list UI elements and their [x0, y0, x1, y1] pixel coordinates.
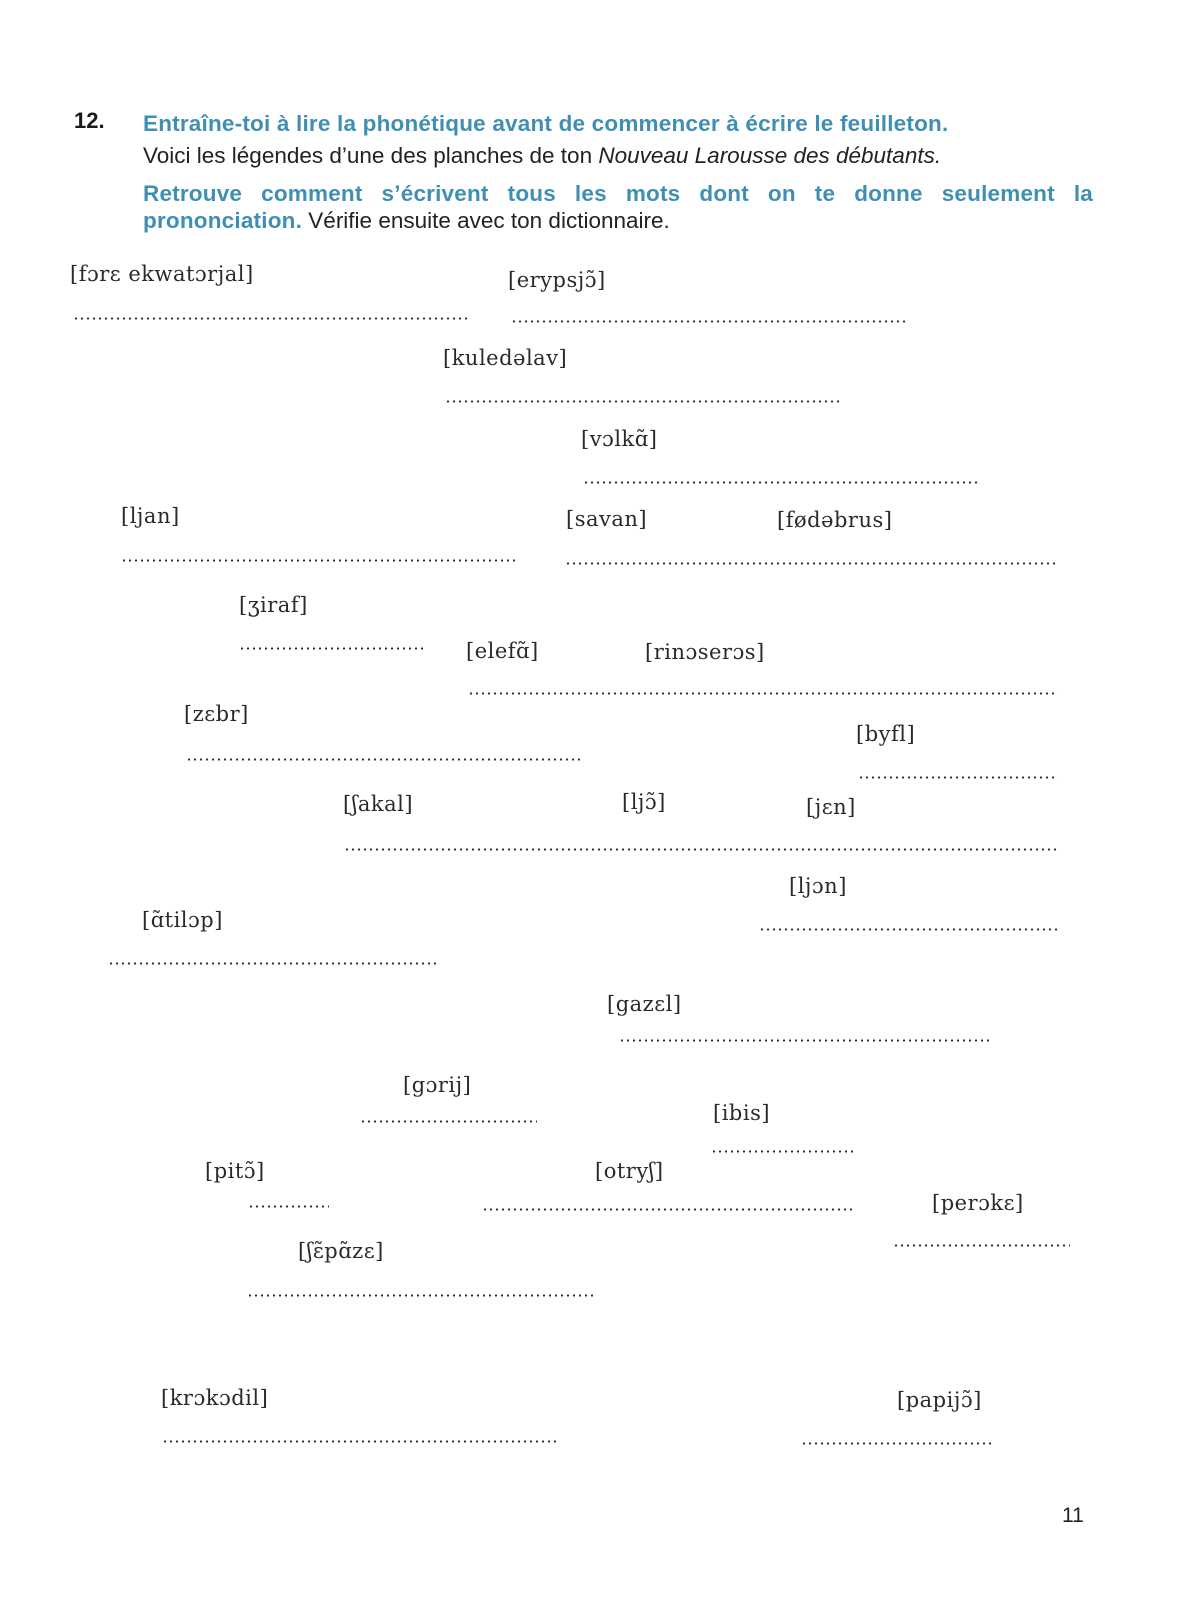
instruction-check: Vérifie ensuite avec ton dictionnaire. — [302, 208, 670, 233]
answer-line[interactable] — [801, 1442, 994, 1445]
phonetic-word: [zɛbr] — [184, 702, 249, 726]
phonetic-word: [papijɔ̃] — [897, 1388, 982, 1412]
phonetic-word: [elefɑ̃] — [466, 639, 539, 663]
answer-line[interactable] — [482, 1208, 856, 1211]
answer-line[interactable] — [108, 962, 440, 965]
phonetic-word: [ʃɛ̃pɑ̃zɛ] — [298, 1239, 384, 1263]
phonetic-word: [erypsjɔ̃] — [508, 268, 606, 292]
instruction-text-suffix: . — [934, 143, 942, 168]
phonetic-word: [gazɛl] — [607, 992, 682, 1016]
phonetic-word: [fɔrɛ ekwatɔrjal] — [70, 262, 254, 286]
phonetic-word: [rinɔserɔs] — [645, 640, 765, 664]
instruction-task: Retrouve comment s’écrivent tous les mots dont on te donne seulement la prononciation. — [143, 181, 1093, 233]
phonetic-word: [pitɔ̃] — [205, 1159, 265, 1183]
answer-line[interactable] — [162, 1440, 560, 1443]
answer-line[interactable] — [247, 1294, 595, 1297]
instruction-line-3 — [143, 180, 1093, 234]
phonetic-word: [ʒiraf] — [239, 593, 308, 617]
dictionary-title: Nouveau Larousse des débutants — [598, 143, 935, 168]
answer-line[interactable] — [893, 1244, 1070, 1247]
phonetic-word: [fødəbrus] — [777, 508, 893, 532]
phonetic-word: [jɛn] — [806, 795, 856, 819]
instruction-line-1 — [143, 109, 1093, 139]
answer-line[interactable] — [468, 692, 1058, 695]
answer-line[interactable] — [73, 317, 469, 320]
answer-line[interactable] — [344, 848, 1058, 851]
answer-line[interactable] — [248, 1205, 329, 1208]
phonetic-word: [gɔrij] — [403, 1073, 472, 1097]
phonetic-word: [savan] — [566, 507, 648, 531]
instruction-line-2 — [143, 141, 1093, 171]
phonetic-word: [byfl] — [856, 722, 916, 746]
answer-line[interactable] — [121, 559, 518, 562]
phonetic-word: [ɑ̃tilɔp] — [142, 908, 223, 932]
answer-line[interactable] — [239, 647, 423, 650]
answer-line[interactable] — [445, 400, 841, 403]
phonetic-word: [vɔlkɑ̃] — [581, 427, 658, 451]
answer-line[interactable] — [759, 928, 1058, 931]
phonetic-word: [otryʃ] — [595, 1159, 664, 1183]
phonetic-word: [krɔkɔdil] — [161, 1386, 269, 1410]
answer-line[interactable] — [583, 481, 979, 484]
phonetic-word: [ljan] — [121, 504, 180, 528]
exercise-number: 12. — [74, 108, 105, 133]
answer-line[interactable] — [565, 562, 1058, 565]
answer-line[interactable] — [360, 1120, 537, 1123]
phonetic-word: [ʃakal] — [343, 792, 414, 816]
page-number: 11 — [1062, 1504, 1084, 1527]
answer-line[interactable] — [858, 776, 1058, 779]
answer-line[interactable] — [511, 320, 907, 323]
answer-line[interactable] — [619, 1039, 990, 1042]
instruction-text-prefix: Voici les légendes d’une des planches de ton — [143, 143, 599, 168]
phonetic-word: [kuledəlav] — [443, 346, 568, 370]
instruction-title: Entraîne-toi à lire la phonétique avant de commencer à écrire le feuilleton. — [143, 111, 949, 136]
phonetic-word: [ibis] — [713, 1101, 771, 1125]
answer-line[interactable] — [186, 758, 581, 761]
phonetic-word: [ljɔn] — [789, 874, 847, 898]
answer-line[interactable] — [711, 1150, 856, 1153]
phonetic-word: [perɔkɛ] — [932, 1191, 1024, 1215]
phonetic-word: [ljɔ̃] — [622, 790, 666, 814]
